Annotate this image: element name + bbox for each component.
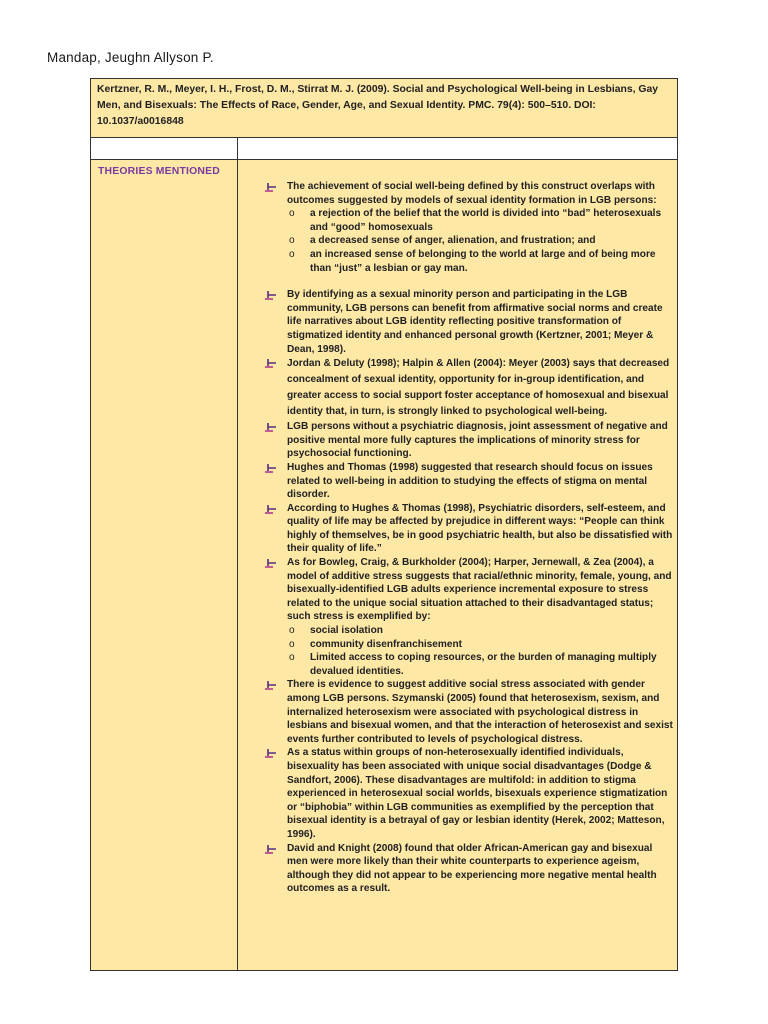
notes-table (90, 78, 678, 971)
sub-item: o an increased sense of belonging to the world at large and of being more than “just” a lesbian or gay man. (289, 248, 656, 274)
blank-row (91, 138, 677, 160)
pushpin-bullet-icon (265, 558, 277, 568)
theories-content (265, 180, 675, 896)
circle-bullet-icon: o (289, 208, 295, 220)
bullet-item (265, 556, 675, 624)
sub-item: o a decreased sense of anger, alienation, and frustration; and (289, 235, 596, 247)
circle-bullet-icon: o (289, 235, 295, 247)
bullet-item (265, 180, 675, 207)
bullet-item (265, 288, 675, 356)
pushpin-bullet-icon (265, 182, 277, 192)
bullet-item (265, 842, 675, 896)
bullet-text: Hughes and Thomas (1998) suggested that research should focus on issues related to well-being in addition to studying the effects of stigma on mental disorder. (287, 461, 653, 501)
bullet-item (265, 461, 675, 502)
bullet-item (265, 502, 675, 556)
bullet-text: The achievement of social well-being defined by this construct overlaps with outcomes suggested by models of sexual identity formation in LGB persons: (287, 181, 657, 206)
citation-cell: Kertzner, R. M., Meyer, I. H., Frost, D. M., Stirrat M. J. (2009). Social and Psychological Well-being in Lesbians, Gay Men, and Bisexuals: The Effects of Race, Gender, Age, and Sexual Identity. PMC. 79(4): 500–510. DOI: 10.1037/a0016848 (91, 79, 677, 138)
bullet-text: David and Knight (2008) found that older African-American gay and bisexual men were more likely than their white counterparts to experience ageism, although they did not appear to be experiencing more negative mental health outcomes as a result. (287, 842, 657, 895)
pushpin-bullet-icon (265, 504, 277, 514)
circle-bullet-icon: o (289, 638, 295, 650)
sub-item: o community disenfranchisement (289, 638, 463, 650)
circle-bullet-icon: o (289, 248, 295, 260)
bullet-text: As a status within groups of non-heterosexually identified individuals, bisexuality has been associated with unique social disadvantages (Dodge & Sandfort, 2006). These disadvantages are multifold: in addition to stigma experienced in heterosexual social worlds, bisexuals experience stigmatization or “biphobia” within LGB communities as exemplified by the perception that bisexual identity is a betrayal of gay or lesbian identity (Herek, 2002; Matteson, 1996). (287, 747, 668, 840)
pushpin-bullet-icon (265, 463, 277, 473)
pushpin-bullet-icon (265, 290, 277, 300)
sub-item: o social isolation (289, 625, 383, 637)
pushpin-bullet-icon (265, 680, 277, 690)
sub-item: o Limited access to coping resources, or the burden of managing multiply devalued identities. (289, 652, 657, 677)
bullet-text: LGB persons without a psychiatric diagnosis, joint assessment of negative and positive mental more fully captures the implications of minority stress for psychosocial functioning. (287, 421, 668, 460)
pushpin-bullet-icon (265, 748, 277, 758)
bullet-text: By identifying as a sexual minority person and participating in the LGB community, LGB persons can benefit from affirmative social norms and create life narratives about LGB identity reflecting positive transformation of stigmatized identity and enhanced personal growth (Kertzner, 2001; Meyer & Dean, 1998). (287, 289, 663, 355)
bullet-text: As for Bowleg, Craig, & Burkholder (2004); Harper, Jernewall, & Zea (2004), a model of additive stress suggests that racial/ethnic minority, female, young, and bisexually-identified LGB adults experience incremental exposure to stress related to the unique social situation attached to their disadvantaged status; such stress is exemplified by: (287, 557, 672, 623)
circle-bullet-icon: o (289, 652, 295, 664)
bullet-item (265, 746, 675, 841)
column-divider (237, 138, 238, 970)
pushpin-bullet-icon (265, 358, 277, 368)
bullet-item (265, 420, 675, 461)
pushpin-bullet-icon (265, 844, 277, 854)
bullet-text: Jordan & Deluty (1998); Halpin & Allen (2004): Meyer (2003) says that decreased concealment of sexual identity, opportunity for in-group identification, and greater access to social support foster acceptance of homosexual and bisexual identity that, in turn, is strongly linked to psychological well-being. (287, 358, 670, 418)
section-label: THEORIES MENTIONED (98, 166, 220, 177)
sub-item: o a rejection of the belief that the world is divided into “bad” heterosexuals and “good” homosexuals (289, 208, 662, 233)
circle-bullet-icon: o (289, 625, 295, 637)
bullet-item (265, 678, 675, 746)
author-name: Mandap, Jeughn Allyson P. (47, 50, 214, 65)
bullet-text: There is evidence to suggest additive social stress associated with gender among LGB persons. Szymanski (2005) found that heterosexism, sexism, and internalized heterosexism were associated with psychological distress in lesbians and bisexual women, and that the interaction of heterosexist and sexist events further contributed to levels of psychological distress. (287, 679, 673, 745)
bullet-item (265, 356, 675, 420)
bullet-text: According to Hughes & Thomas (1998), Psychiatric disorders, self-esteem, and quality of life may be affected by prejudice in different ways: “People can think highly of themselves, be in good psychiatric health, but also be dissatisfied with their quality of life.” (287, 502, 673, 555)
pushpin-bullet-icon (265, 422, 277, 432)
